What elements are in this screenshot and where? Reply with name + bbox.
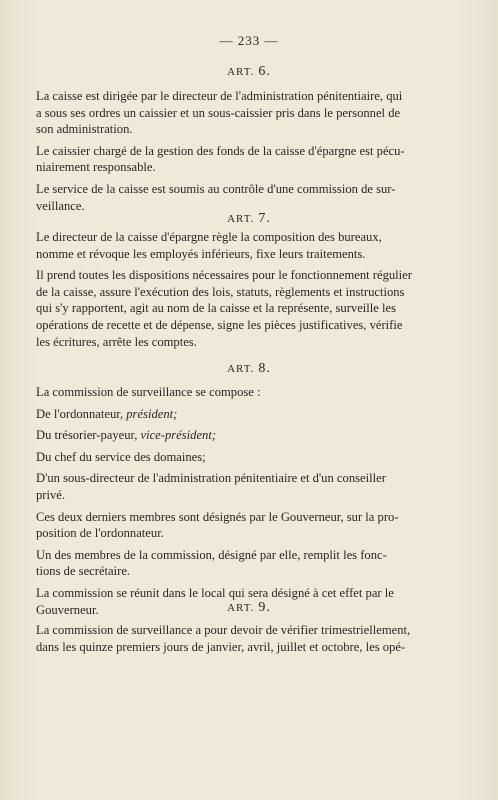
text-line: les écritures, arrête les comptes. xyxy=(36,334,197,349)
text-line: La commission de surveillance se compose : xyxy=(36,385,261,399)
member-role: président; xyxy=(126,406,178,421)
article-7-body xyxy=(36,229,466,350)
text-line: Il prend toutes les dispositions nécessaires pour le fonctionnement régulier xyxy=(36,268,412,283)
article-number: 7. xyxy=(258,211,271,226)
text-line: La caisse est dirigée par le directeur de l'administration pénitentiaire, qui xyxy=(36,89,403,103)
article-9-heading xyxy=(0,600,498,616)
article-number: 8. xyxy=(258,361,271,376)
article-label: ART. xyxy=(227,66,255,78)
article-number: 9. xyxy=(258,600,271,615)
text-line xyxy=(36,427,466,444)
text-line: tions de secrétaire. xyxy=(36,564,131,579)
text-line: La commission de surveillance a pour devoir de vérifier trimestriellement, xyxy=(36,623,411,637)
text-line: opérations de recette et de dépense, signe les pièces justificatives, vérifie xyxy=(36,317,403,332)
article-label: ART. xyxy=(227,213,255,225)
member-role: vice-président; xyxy=(140,428,217,443)
text-line: a sous ses ordres un caissier et un sous-caissier pris dans le personnel de xyxy=(36,105,401,120)
article-6-body xyxy=(36,88,466,214)
page-number: — 233 — xyxy=(219,33,279,48)
article-label: ART. xyxy=(227,363,255,375)
article-8-heading xyxy=(0,361,498,377)
text-line: Le service de la caisse est soumis au contrôle d'une commission de sur- xyxy=(36,181,396,196)
member-text: Du trésorier-payeur, xyxy=(36,428,141,443)
text-line: son administration. xyxy=(36,122,133,137)
article-label: ART. xyxy=(227,602,255,614)
text-line: Gouverneur. xyxy=(36,602,99,617)
text-line: nomme et révoque les employés inférieurs, fixe leurs traitements. xyxy=(36,246,366,261)
text-line xyxy=(36,406,466,423)
article-8-body xyxy=(36,384,466,618)
article-9-body xyxy=(36,622,466,655)
text-line: dans les quinze premiers jours de janvier, avril, juillet et octobre, les opé- xyxy=(36,639,406,654)
text-line: qui s'y rapportent, agit au nom de la caisse et la représente, surveille les xyxy=(36,301,397,316)
member-text: De l'ordonnateur, xyxy=(36,406,127,421)
text-line: La commission se réunit dans le local qui sera désigné à cet effet par le xyxy=(36,585,394,600)
article-number: 6. xyxy=(258,64,271,79)
text-line: Du chef du service des domaines; xyxy=(36,449,206,464)
text-line: Le directeur de la caisse d'épargne règle la composition des bureaux, xyxy=(36,230,382,244)
article-7-heading xyxy=(0,211,498,227)
text-line: niairement responsable. xyxy=(36,160,156,175)
text-line: D'un sous-directeur de l'administration pénitentiaire et d'un conseiller xyxy=(36,471,386,486)
text-line: position de l'ordonnateur. xyxy=(36,526,164,541)
text-line: de la caisse, assure l'exécution des lois, statuts, règlements et instructions xyxy=(36,284,405,299)
text-line: veillance. xyxy=(36,198,85,213)
text-line: Ces deux derniers membres sont désignés par le Gouverneur, sur la pro- xyxy=(36,509,399,524)
article-6-heading xyxy=(0,64,498,80)
text-line: Un des membres de la commission, désigné par elle, remplit les fonc- xyxy=(36,547,387,562)
text-line: privé. xyxy=(36,487,66,502)
text-line: Le caissier chargé de la gestion des fonds de la caisse d'épargne est pécu- xyxy=(36,143,405,158)
